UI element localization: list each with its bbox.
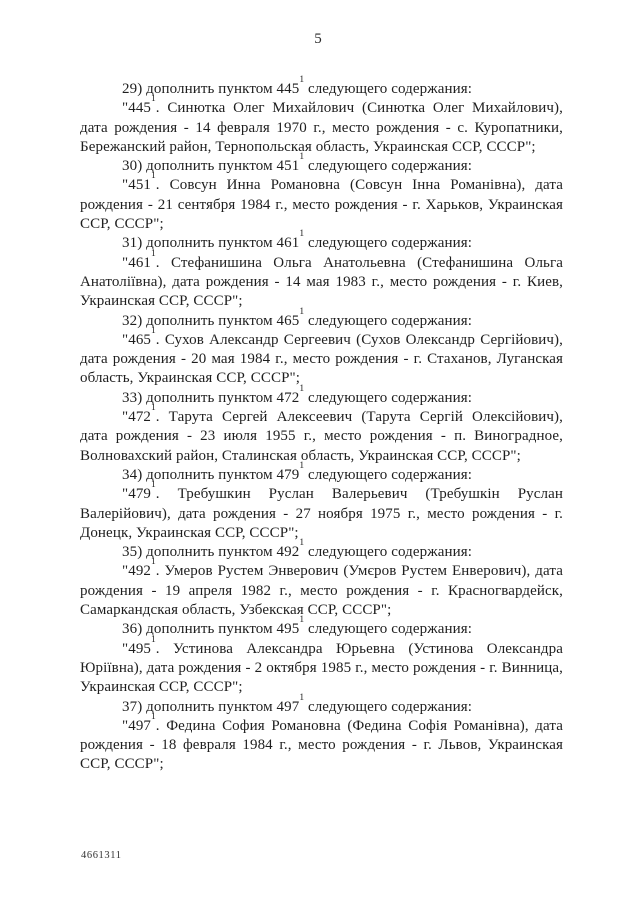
text-run: 36) дополнить пунктом 495	[122, 621, 300, 638]
amendment-entry	[80, 94, 563, 157]
text-run: 31) дополнить пунктом 461	[122, 235, 300, 252]
superscript-index: 1	[299, 692, 305, 703]
amendment-entry	[80, 248, 563, 312]
text-run: "451	[122, 177, 152, 194]
superscript-index: 1	[299, 306, 305, 317]
page-number: 5	[314, 31, 322, 47]
superscript-index: 1	[151, 634, 156, 645]
text-run: . Тарута Сергей Алексеевич (Тарута Сергій Олексійович), дата рождения - 23 июля 1955 г., место рождения - п. Виноградное, Волновахский район, Сталинская область, Украинская ССР, СССР";	[80, 409, 563, 464]
superscript-index: 1	[299, 229, 305, 240]
text-run: следующего содержания:	[304, 621, 472, 638]
superscript-index: 1	[151, 248, 156, 259]
superscript-index: 1	[151, 171, 156, 182]
amendment-entry	[80, 557, 563, 620]
text-run: следующего содержания:	[304, 544, 472, 561]
superscript-index: 1	[299, 615, 305, 626]
amendment-entry	[80, 711, 563, 775]
text-run: . Федина София Романовна (Федина Софія Романівна), дата рождения - 18 февраля 1984 г., место рождения - г. Львов, Украинская ССР, СССР";	[80, 717, 563, 773]
superscript-index: 1	[299, 460, 305, 471]
document-body	[80, 75, 563, 775]
amendment-entry	[80, 325, 563, 389]
superscript-index: 1	[299, 152, 305, 163]
amendment-item	[80, 152, 563, 234]
superscript-index: 1	[299, 75, 305, 85]
amendment-item	[80, 75, 563, 157]
superscript-index: 1	[299, 538, 305, 549]
amendment-entry	[80, 171, 563, 234]
amendment-entry	[80, 480, 563, 543]
text-run: следующего содержания:	[304, 312, 472, 329]
text-run: 34) дополнить пунктом 479	[122, 466, 300, 483]
text-run: 32) дополнить пунктом 465	[122, 312, 300, 329]
text-run: "461	[122, 254, 152, 271]
amendment-item	[80, 460, 563, 543]
text-run: "479	[122, 486, 152, 503]
text-run: . Умеров Рустем Энверович (Умєров Рустем Енверович), дата рождения - 19 апреля 1982 г., место рождения - г. Красногвардейск, Самаркандская область, Узбекская ССР, СССР";	[80, 563, 563, 619]
text-run: . Требушкин Руслан Валерьевич (Требушкін Руслан Валерійович), дата рождения - 27 ноября 1975 г., место рождения - г. Донецк, Украинская ССР, СССР";	[80, 486, 563, 541]
amendment-item	[80, 306, 563, 389]
text-run: "465	[122, 331, 152, 348]
text-run: . Стефанишина Ольга Анатольевна (Стефанишина Ольга Анатоліївна), дата рождения - 14 мая 1983 г., место рождения - г. Киев, Украинская ССР, СССР";	[80, 254, 563, 310]
amendment-item	[80, 538, 563, 620]
text-run: следующего содержания:	[304, 698, 472, 715]
text-run: следующего содержания:	[304, 466, 472, 483]
superscript-index: 1	[151, 325, 156, 336]
text-run: "492	[122, 563, 152, 580]
amendment-item	[80, 383, 563, 466]
text-run: "472	[122, 409, 152, 426]
text-run: "497	[122, 717, 152, 734]
text-run: 33) дополнить пунктом 472	[122, 389, 300, 406]
document-footer-code: 4661311	[81, 850, 122, 861]
text-run: 30) дополнить пунктом 451	[122, 158, 300, 175]
text-run: "445	[122, 100, 152, 117]
text-run: . Совсун Инна Романовна (Совсун Інна Романівна), дата рождения - 21 сентября 1984 г., место рождения - г. Харьков, Украинская ССР, СССР";	[80, 177, 563, 233]
superscript-index: 1	[151, 711, 156, 722]
superscript-index: 1	[151, 403, 156, 414]
text-run: следующего содержания:	[304, 158, 472, 175]
text-run: следующего содержания:	[304, 389, 472, 406]
text-run: 37) дополнить пунктом 497	[122, 698, 300, 715]
superscript-index: 1	[151, 94, 156, 105]
text-run: следующего содержания:	[304, 235, 472, 252]
text-run: 29) дополнить пунктом 445	[122, 81, 300, 97]
superscript-index: 1	[151, 480, 156, 491]
text-run: "495	[122, 640, 152, 657]
superscript-index: 1	[299, 383, 305, 394]
text-run: . Сухов Александр Сергеевич (Сухов Олександр Сергійович), дата рождения - 20 мая 1984 г., место рождения - г. Стаханов, Луганская область, Украинская ССР, СССР";	[80, 331, 563, 387]
text-run: . Синютка Олег Михайлович (Синютка Олег Михайлович), дата рождения - 14 февраля 1970 г., место рождения - с. Куропатники, Бережанский район, Тернопольская область, Украинская ССР, СССР";	[80, 100, 563, 155]
text-run: 35) дополнить пунктом 492	[122, 544, 300, 561]
text-run: следующего содержания:	[304, 81, 472, 97]
text-run: . Устинова Александра Юрьевна (Устинова Олександра Юріївна), дата рождения - 2 октября 1985 г., место рождения - г. Винница, Украинская ССР, СССР";	[80, 640, 563, 696]
amendment-item	[80, 692, 563, 775]
amendment-entry	[80, 403, 563, 466]
amendment-item	[80, 229, 563, 311]
amendment-entry	[80, 634, 563, 698]
superscript-index: 1	[151, 557, 156, 568]
amendment-item	[80, 615, 563, 697]
